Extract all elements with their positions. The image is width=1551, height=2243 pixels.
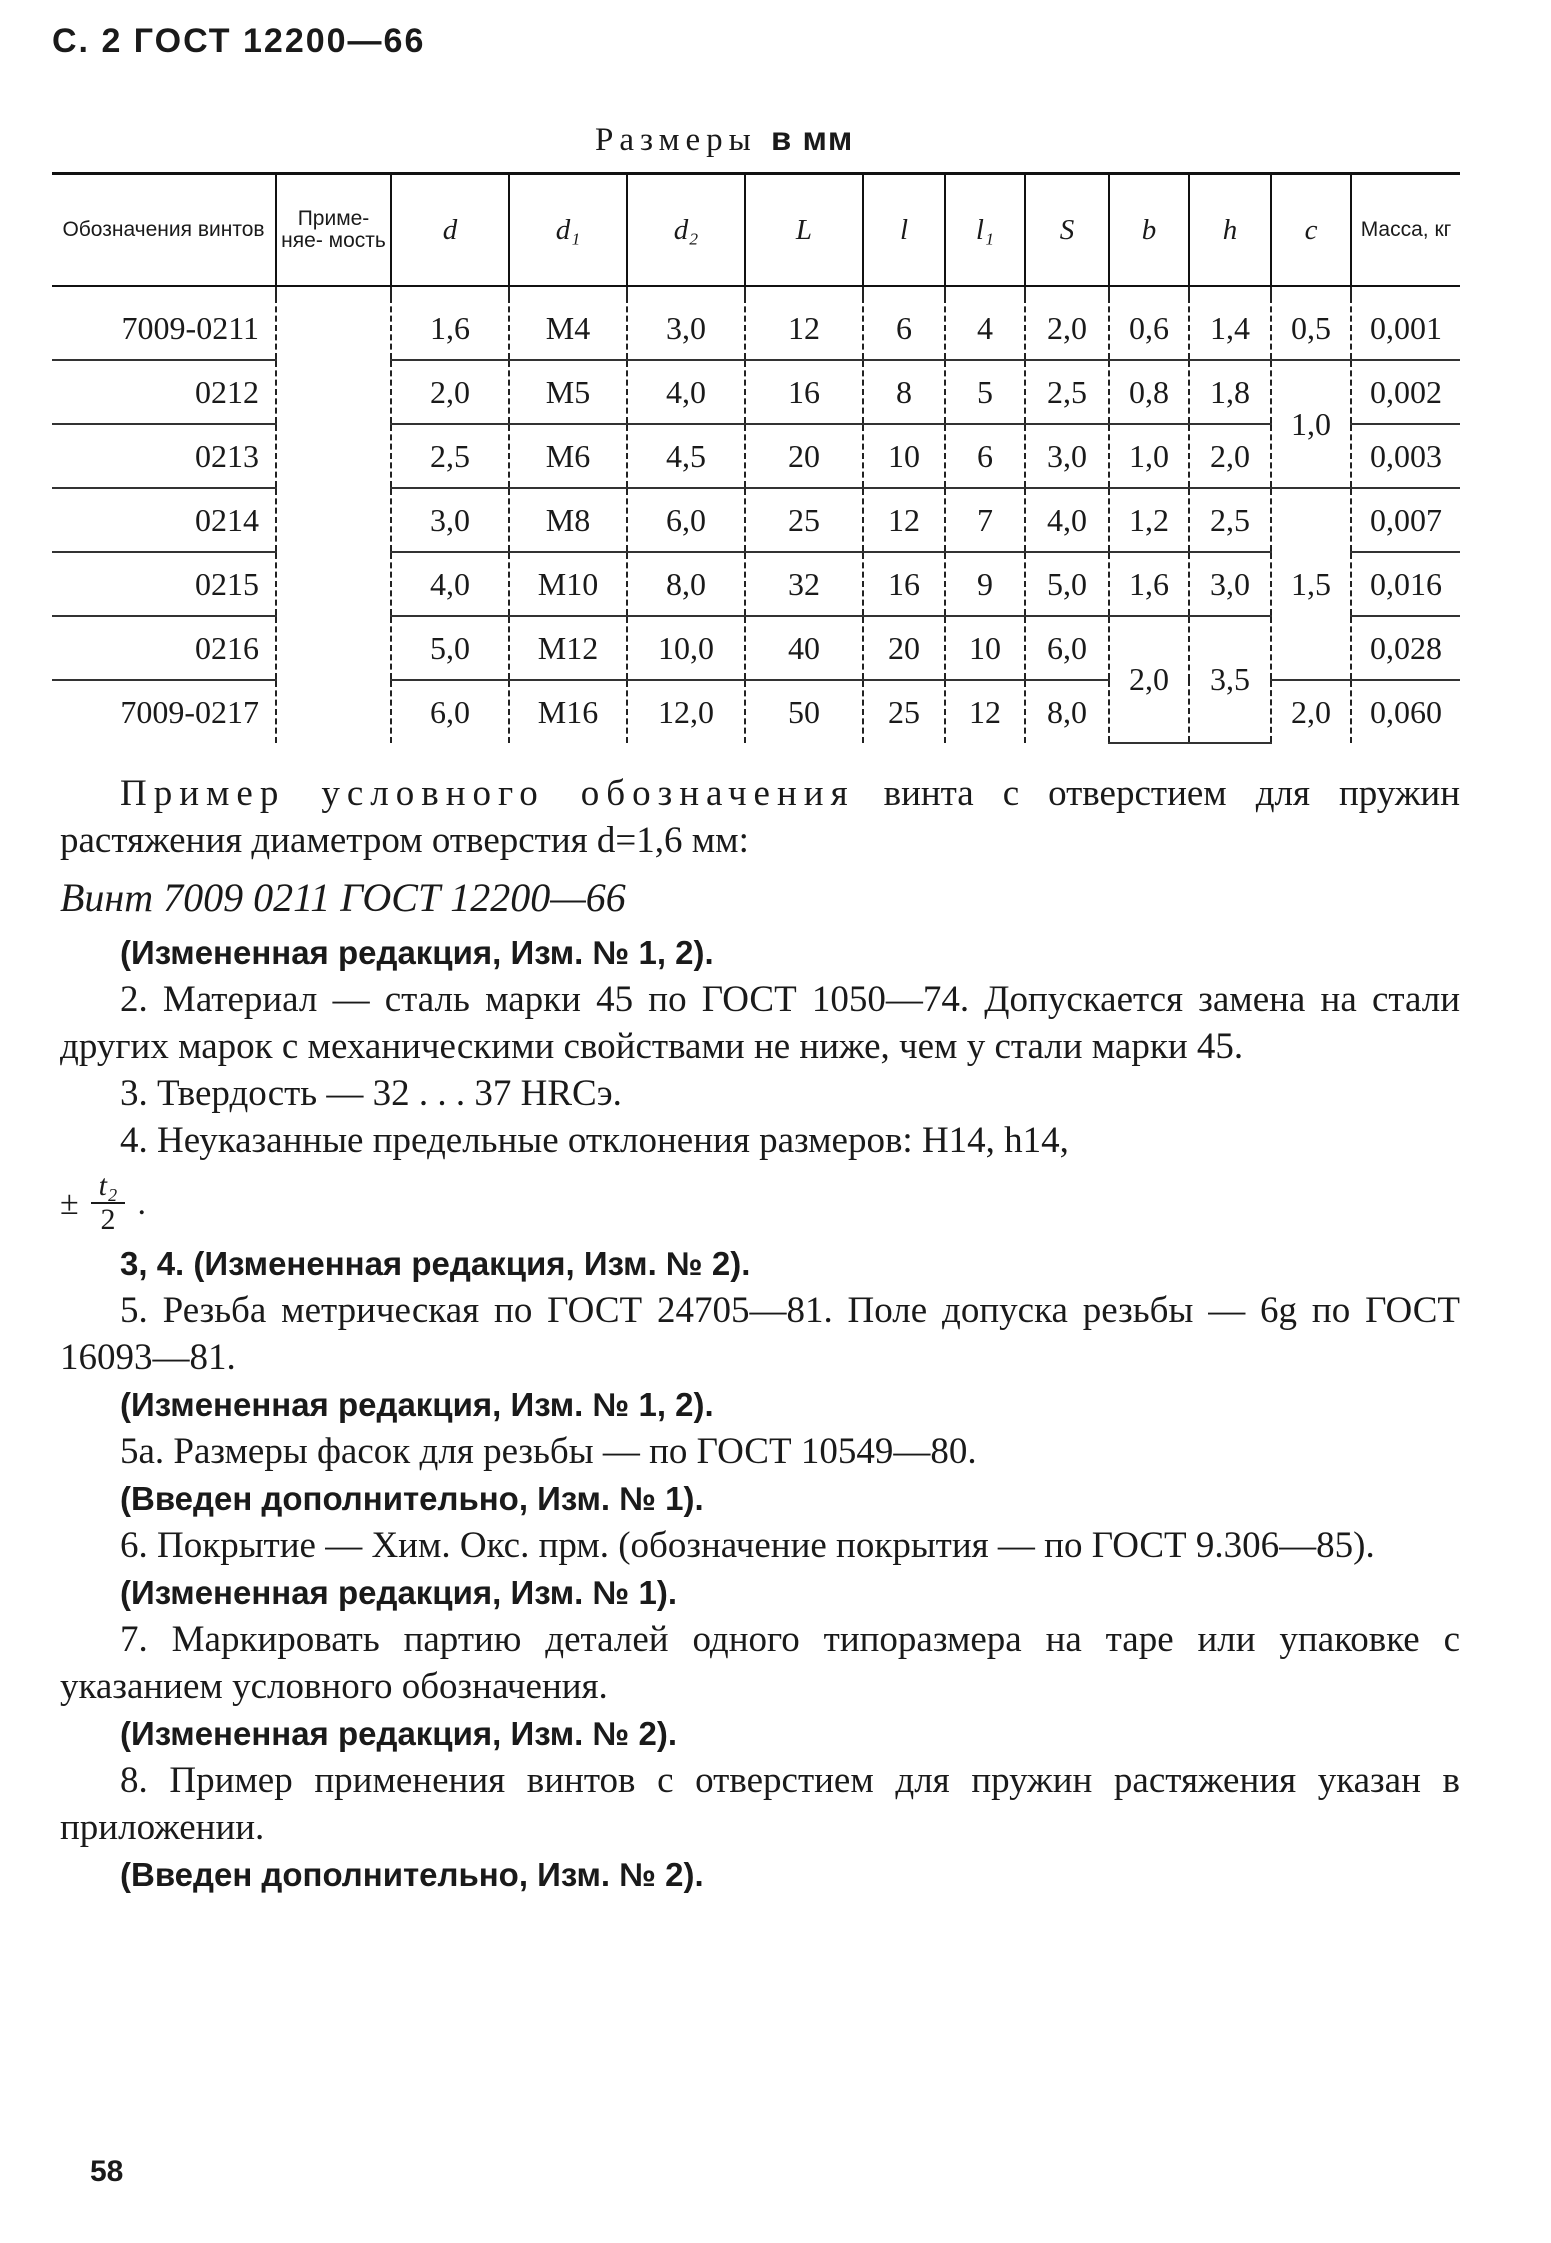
header-b: b <box>1109 174 1189 287</box>
cell-d2: 3,0 <box>627 297 745 360</box>
header-d2: d₂ <box>627 174 745 287</box>
cell-designation: 0214 <box>52 488 276 552</box>
cell-c: 1,5 <box>1271 488 1351 680</box>
cell-mass: 0,028 <box>1351 616 1460 680</box>
cell-l: 20 <box>863 616 945 680</box>
cell-d: 1,6 <box>391 297 509 360</box>
paragraph-application: 8. Пример применения винтов с отверстием для пружин растяжения указан в приложении. <box>60 1760 1460 1848</box>
cell-S: 5,0 <box>1025 552 1109 616</box>
cell-L: 12 <box>745 297 863 360</box>
revision-note: (Измененная редакция, Изм. № 2). <box>120 1715 677 1752</box>
header-h: h <box>1189 174 1271 287</box>
cell-mass: 0,002 <box>1351 360 1460 424</box>
fraction-end: . <box>137 1184 146 1222</box>
paragraph-material: 2. Материал — сталь марки 45 по ГОСТ 1050—74. Допускается замена на стали других марок с механическими свойствами не ниже, чем у стали марки 45. <box>60 979 1460 1067</box>
cell-l1: 7 <box>945 488 1025 552</box>
cell-h: 2,0 <box>1189 424 1271 488</box>
header-l: l <box>863 174 945 287</box>
cell-L: 32 <box>745 552 863 616</box>
cell-h: 1,8 <box>1189 360 1271 424</box>
paragraph-chamfers: 5а. Размеры фасок для резьбы — по ГОСТ 10549—80. <box>120 1431 977 1472</box>
cell-d: 5,0 <box>391 616 509 680</box>
cell-h: 3,0 <box>1189 552 1271 616</box>
cell-l: 6 <box>863 297 945 360</box>
header-l1: l₁ <box>945 174 1025 287</box>
cell-d1: М8 <box>509 488 627 552</box>
cell-l1: 5 <box>945 360 1025 424</box>
revision-note: 3, 4. (Измененная редакция, Изм. № 2). <box>120 1245 751 1282</box>
cell-b: 2,0 <box>1109 616 1189 743</box>
cell-l1: 10 <box>945 616 1025 680</box>
cell-d1: М10 <box>509 552 627 616</box>
revision-note: (Измененная редакция, Изм. № 1). <box>120 1574 677 1611</box>
header-c: c <box>1271 174 1351 287</box>
cell-h: 2,5 <box>1189 488 1271 552</box>
paragraph-tolerances: 4. Неуказанные предельные отклонения размеров: H14, h14, <box>120 1120 1069 1161</box>
cell-mass: 0,016 <box>1351 552 1460 616</box>
caption-prefix: Размеры <box>595 122 757 158</box>
paragraph-thread: 5. Резьба метрическая по ГОСТ 24705—81. Поле допуска резьбы — 6g по ГОСТ 16093—81. <box>60 1290 1460 1378</box>
example-designation: Винт 7009 0211 ГОСТ 12200—66 <box>60 875 626 920</box>
header-d: d <box>391 174 509 287</box>
paragraph-marking: 7. Маркировать партию деталей одного типоразмера на таре или упаковке с указанием условного обозначения. <box>60 1619 1460 1707</box>
cell-d1: М4 <box>509 297 627 360</box>
cell-designation: 7009-0211 <box>52 297 276 360</box>
table-row <box>52 616 1460 680</box>
cell-d: 2,5 <box>391 424 509 488</box>
cell-mass: 0,007 <box>1351 488 1460 552</box>
header-applicability: Приме- няе- мость <box>276 174 391 287</box>
cell-d: 2,0 <box>391 360 509 424</box>
fraction-numerator: t₂ <box>91 1170 126 1204</box>
cell-L: 25 <box>745 488 863 552</box>
cell-L: 16 <box>745 360 863 424</box>
cell-l: 16 <box>863 552 945 616</box>
cell-applicability <box>276 360 391 424</box>
cell-l1: 6 <box>945 424 1025 488</box>
example-rest: винта с отверстием для пружин растяжения диаметром отверстия d=1,6 мм: <box>60 773 1460 861</box>
cell-d: 6,0 <box>391 680 509 743</box>
cell-d2: 12,0 <box>627 680 745 743</box>
page-number: 58 <box>90 2155 124 2188</box>
cell-applicability <box>276 488 391 552</box>
cell-b: 1,2 <box>1109 488 1189 552</box>
cell-designation: 7009-0217 <box>120 693 259 730</box>
table-row <box>52 360 1460 424</box>
page-header: С. 2 ГОСТ 12200—66 <box>52 22 426 60</box>
cell-applicability <box>276 424 391 488</box>
cell-designation: 0216 <box>52 616 276 680</box>
header-L: L <box>745 174 863 287</box>
header-d1: d₁ <box>509 174 627 287</box>
cell-h: 1,4 <box>1189 297 1271 360</box>
cell-S: 8,0 <box>1025 680 1109 743</box>
cell-d: 3,0 <box>391 488 509 552</box>
header-S: S <box>1025 174 1109 287</box>
cell-d2: 10,0 <box>627 616 745 680</box>
cell-S: 3,0 <box>1025 424 1109 488</box>
plus-minus-sign: ± <box>60 1184 79 1222</box>
fraction <box>91 1170 126 1236</box>
cell-d1: М5 <box>509 360 627 424</box>
cell-d2: 6,0 <box>627 488 745 552</box>
paragraph-hardness: 3. Твердость — 32 . . . 37 HRCэ. <box>120 1073 622 1114</box>
cell-d2: 4,5 <box>627 424 745 488</box>
cell-d1: М16 <box>509 680 627 743</box>
header-mass: Масса, кг <box>1351 174 1460 287</box>
cell-designation: 0213 <box>52 424 276 488</box>
cell-c: 1,0 <box>1271 360 1351 488</box>
cell-b: 1,6 <box>1109 552 1189 616</box>
example-intro: Пример условного обозначения <box>120 773 855 814</box>
cell-L: 20 <box>745 424 863 488</box>
cell-mass: 0,060 <box>1351 680 1460 743</box>
paragraph-coating: 6. Покрытие — Хим. Окс. прм. (обозначение покрытия — по ГОСТ 9.306—85). <box>120 1525 1375 1566</box>
table-row <box>52 488 1460 552</box>
cell-d2: 4,0 <box>627 360 745 424</box>
cell-L: 40 <box>745 616 863 680</box>
cell-applicability <box>276 297 391 360</box>
cell-l: 10 <box>863 424 945 488</box>
cell-applicability <box>276 616 391 680</box>
cell-mass: 0,003 <box>1351 424 1460 488</box>
cell-mass: 0,001 <box>1351 297 1460 360</box>
cell-l: 8 <box>863 360 945 424</box>
cell-l1: 9 <box>945 552 1025 616</box>
cell-c: 0,5 <box>1271 297 1351 360</box>
cell-applicability <box>276 680 391 743</box>
header-designation: Обозначения винтов <box>52 174 276 287</box>
cell-l: 12 <box>863 488 945 552</box>
table-row <box>52 297 1460 360</box>
tolerance-fraction <box>60 1170 1460 1236</box>
cell-l1: 4 <box>945 297 1025 360</box>
table-header-row <box>52 174 1460 287</box>
example-paragraph <box>60 770 1460 864</box>
cell-l: 25 <box>863 680 945 743</box>
revision-note: (Введен дополнительно, Изм. № 1). <box>120 1480 704 1517</box>
cell-designation: 0212 <box>52 360 276 424</box>
cell-b: 0,8 <box>1109 360 1189 424</box>
revision-note: (Введен дополнительно, Изм. № 2). <box>120 1856 704 1893</box>
table-row <box>52 424 1460 488</box>
cell-applicability <box>276 552 391 616</box>
table-caption <box>595 120 853 159</box>
revision-note: (Измененная редакция, Изм. № 1, 2). <box>120 934 714 971</box>
cell-d1: М6 <box>509 424 627 488</box>
cell-c: 2,0 <box>1271 680 1351 743</box>
cell-d: 4,0 <box>391 552 509 616</box>
cell-h: 3,5 <box>1189 616 1271 743</box>
cell-S: 6,0 <box>1025 616 1109 680</box>
table-spacer <box>52 286 1460 297</box>
cell-d1: М12 <box>509 616 627 680</box>
cell-S: 4,0 <box>1025 488 1109 552</box>
cell-b: 0,6 <box>1109 297 1189 360</box>
cell-L: 50 <box>745 680 863 743</box>
dimensions-table <box>52 172 1460 744</box>
cell-S: 2,5 <box>1025 360 1109 424</box>
cell-designation: 0215 <box>52 552 276 616</box>
fraction-denominator: 2 <box>100 1203 116 1236</box>
cell-b: 1,0 <box>1109 424 1189 488</box>
cell-d2: 8,0 <box>627 552 745 616</box>
body-text <box>60 770 1460 1898</box>
revision-note: (Измененная редакция, Изм. № 1, 2). <box>120 1386 714 1423</box>
cell-S: 2,0 <box>1025 297 1109 360</box>
table-row <box>52 552 1460 616</box>
cell-l1: 12 <box>945 680 1025 743</box>
caption-units: в мм <box>771 120 854 157</box>
